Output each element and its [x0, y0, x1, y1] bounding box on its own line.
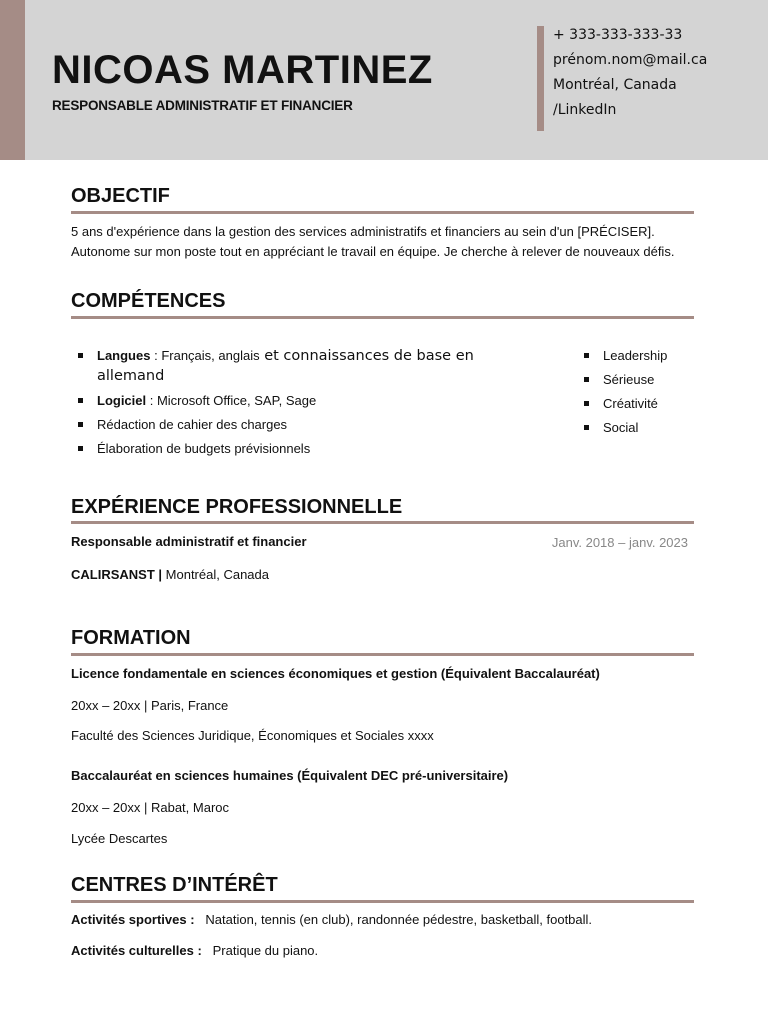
contact-location: Montréal, Canada: [553, 77, 677, 93]
section-divider: [71, 900, 694, 903]
resume-header: [0, 0, 768, 160]
section-divider: [71, 653, 694, 656]
list-item: Leadership: [577, 346, 707, 365]
interest-text: Pratique du piano.: [212, 943, 319, 958]
contact-phone[interactable]: + 333-333-333-33: [553, 27, 683, 43]
section-title-education: FORMATION: [71, 627, 191, 649]
interest-label: Activités sportives :: [71, 912, 195, 927]
skill-text: Microsoft Office, SAP, Sage: [156, 393, 317, 408]
list-item: [71, 439, 501, 458]
objective-text: 5 ans d'expérience dans la gestion des services administratifs et financiers au sein d'un [PRÉCISER]. Autonome sur mon poste tout en appréciant le travail en équipe. Je cherche à relever de nouveaux défis.: [71, 224, 675, 259]
education-school: Faculté des Sciences Juridique, Économiques et Sociales xxxx: [71, 728, 434, 743]
education-degree: Licence fondamentale en sciences économiques et gestion (Équivalent Baccalauréat): [71, 666, 600, 681]
section-title-interests: CENTRES D’INTÉRÊT: [71, 874, 278, 896]
skills-list-technical: [71, 346, 501, 463]
skill-text: Français, anglais: [161, 348, 260, 363]
job-position: Responsable administratif et financier: [71, 534, 307, 549]
list-item: Sérieuse: [577, 370, 707, 389]
interest-label: Activités culturelles :: [71, 943, 202, 958]
contact-email[interactable]: prénom.nom@mail.ca: [553, 52, 708, 68]
job-location: Montréal, Canada: [165, 567, 269, 582]
contact-block: [553, 26, 707, 126]
interest-text: Natation, tennis (en club), randonnée pédestre, basketball, football.: [205, 912, 593, 927]
skill-text-extra: et connaissances de base en allemand: [97, 348, 474, 384]
section-divider: [71, 316, 694, 319]
education-years-place: 20xx – 20xx | Rabat, Maroc: [71, 800, 230, 815]
list-item: Créativité: [577, 394, 707, 413]
section-title-experience: EXPÉRIENCE PROFESSIONNELLE: [71, 496, 403, 518]
job-company-line: CALIRSANST | Montréal, Canada: [71, 567, 269, 582]
list-item: [71, 415, 501, 434]
interest-line: [71, 912, 592, 927]
section-divider: [71, 211, 694, 214]
skill-text: Élaboration de budgets prévisionnels: [97, 441, 311, 456]
section-title-skills: COMPÉTENCES: [71, 290, 226, 312]
interest-line: [71, 943, 318, 958]
skills-list-soft: [577, 346, 707, 442]
list-item: Langues : Français, anglais et connaissances de base en allemand: [71, 346, 501, 386]
candidate-title: RESPONSABLE ADMINISTRATIF ET FINANCIER: [52, 98, 353, 113]
education-years-place: 20xx – 20xx | Paris, France: [71, 698, 229, 713]
contact-linkedin[interactable]: /LinkedIn: [553, 102, 617, 118]
contact-accent-bar: [537, 26, 544, 131]
header-accent-bar: [0, 0, 25, 160]
list-item: Social: [577, 418, 707, 437]
section-title-objective: OBJECTIF: [71, 185, 170, 207]
candidate-name: NICOAS MARTINEZ: [52, 48, 433, 92]
skill-text: Rédaction de cahier des charges: [97, 417, 288, 432]
education-degree: Baccalauréat en sciences humaines (Équivalent DEC pré-universitaire): [71, 768, 509, 783]
list-item: Logiciel : Microsoft Office, SAP, Sage: [71, 391, 501, 410]
skill-label: Logiciel: [97, 393, 147, 408]
education-school: Lycée Descartes: [71, 831, 168, 846]
job-company: CALIRSANST: [71, 567, 155, 582]
skill-label: Langues: [97, 348, 151, 363]
job-dates: Janv. 2018 – janv. 2023: [551, 535, 688, 550]
section-divider: [71, 521, 694, 524]
